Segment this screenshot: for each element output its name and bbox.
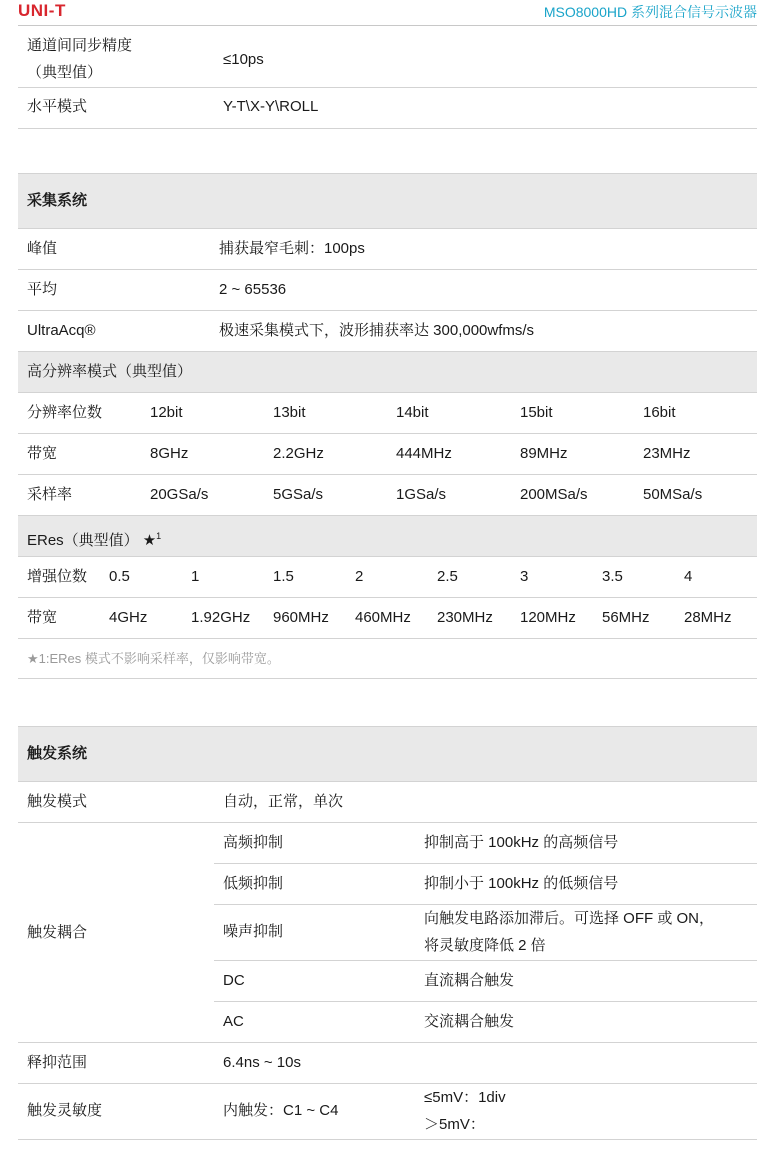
row-divider: [18, 678, 757, 679]
row-divider: [18, 128, 757, 129]
row-divider: [18, 515, 757, 516]
holdoff-label: 释抑范围: [27, 1054, 88, 1071]
hires-cell: 2.2GHz: [273, 445, 324, 462]
coupling-item-name: DC: [223, 972, 245, 989]
sensitivity-label: 触发灵敏度: [27, 1102, 103, 1119]
row-divider: [18, 638, 757, 639]
average-label: 平均: [27, 281, 58, 298]
eres-cell: 460MHz: [355, 609, 411, 626]
hires-cell: 15bit: [520, 404, 553, 421]
coupling-item-desc: 抑制高于 100kHz 的高频信号: [424, 834, 619, 851]
eres-cell: 120MHz: [520, 609, 576, 626]
row-divider: [18, 87, 757, 88]
row-divider: [18, 228, 757, 229]
hires-cell: 50MSa/s: [643, 486, 703, 503]
ultraacq-label: UltraAcq®: [27, 322, 96, 339]
trigger-coupling-label: 触发耦合: [27, 924, 88, 941]
horizontal-mode-value: Y-T\X-Y\ROLL: [223, 98, 319, 115]
sensitivity-value-low: ≤5mV：1div: [424, 1089, 506, 1106]
sensitivity-source: 内触发：C1 ~ C4: [223, 1102, 339, 1119]
coupling-item-desc: 交流耦合触发: [424, 1013, 515, 1030]
eres-cell: 2.5: [437, 568, 458, 585]
row-divider: [214, 904, 757, 905]
row-divider: [18, 556, 757, 557]
eres-cell: 28MHz: [684, 609, 732, 626]
hires-bandwidth-label: 带宽: [27, 445, 58, 462]
hires-cell: 14bit: [396, 404, 429, 421]
hires-cell: 8GHz: [150, 445, 189, 462]
section-top-border: [18, 173, 757, 174]
sync-accuracy-label: 通道间同步精度: [27, 37, 133, 54]
eres-title: [27, 526, 161, 551]
eres-footnote: ★1:ERes 模式不影响采样率，仅影响带宽。: [27, 651, 280, 666]
trigger-mode-value: 自动，正常，单次: [223, 793, 344, 810]
eres-cell: 56MHz: [602, 609, 650, 626]
hires-cell: 23MHz: [643, 445, 691, 462]
coupling-item-name: 低频抑制: [223, 875, 284, 892]
sync-accuracy-label-typical: （典型值）: [27, 64, 103, 81]
coupling-item-desc: 抑制小于 100kHz 的低频信号: [424, 875, 619, 892]
coupling-item-name: AC: [223, 1013, 244, 1030]
section-header-acquisition: [18, 174, 757, 228]
peak-value: 捕获最窄毛刺：100ps: [219, 240, 365, 257]
coupling-item-desc-line2: 将灵敏度降低 2 倍: [424, 937, 546, 954]
star-icon: ★: [142, 532, 157, 549]
sensitivity-value-high: ＞5mV：: [424, 1116, 485, 1133]
sync-accuracy-value: ≤10ps: [223, 51, 264, 68]
header-divider: [18, 25, 757, 26]
eres-cell: 0.5: [109, 568, 130, 585]
section-title-acquisition: 采集系统: [27, 192, 88, 209]
ultraacq-value: 极速采集模式下，波形捕获率达 300,000wfms/s: [219, 322, 535, 339]
hires-cell: 13bit: [273, 404, 306, 421]
footnote-marker: 1: [156, 531, 162, 541]
eres-bandwidth-label: 带宽: [27, 609, 58, 626]
row-divider: [18, 433, 757, 434]
row-divider: [18, 597, 757, 598]
eres-cell: 3.5: [602, 568, 623, 585]
section-header-trigger: [18, 727, 757, 781]
row-divider: [18, 269, 757, 270]
eres-cell: 2: [355, 568, 364, 585]
coupling-item-desc: 向触发电路添加滞后。可选择 OFF 或 ON，: [424, 910, 714, 927]
eres-bits-label: 增强位数: [27, 568, 88, 585]
eres-cell: 1: [191, 568, 200, 585]
row-divider: [18, 351, 757, 352]
row-divider: [18, 392, 757, 393]
hires-cell: 200MSa/s: [520, 486, 588, 503]
coupling-item-name: 高频抑制: [223, 834, 284, 851]
hires-cell: 20GSa/s: [150, 486, 209, 503]
horizontal-mode-label: 水平模式: [27, 98, 88, 115]
hires-cell: 5GSa/s: [273, 486, 324, 503]
row-divider: [18, 1139, 757, 1140]
average-value: 2 ~ 65536: [219, 281, 287, 298]
row-divider: [214, 960, 757, 961]
eres-title-text: ERes（典型值）: [27, 532, 139, 549]
eres-cell: 960MHz: [273, 609, 329, 626]
eres-cell: 230MHz: [437, 609, 493, 626]
coupling-item-desc: 直流耦合触发: [424, 972, 515, 989]
hires-cell: 444MHz: [396, 445, 452, 462]
hires-cell: 16bit: [643, 404, 676, 421]
row-divider: [18, 781, 757, 782]
row-divider: [18, 1083, 757, 1084]
eres-cell: 4GHz: [109, 609, 148, 626]
peak-label: 峰值: [27, 240, 58, 257]
brand-logo: UNI-T: [18, 1, 66, 20]
document-title: MSO8000HD 系列混合信号示波器: [543, 4, 757, 20]
hires-bits-label: 分辨率位数: [27, 404, 103, 421]
hires-cell: 12bit: [150, 404, 183, 421]
hires-samplerate-label: 采样率: [27, 486, 73, 503]
row-divider: [18, 822, 757, 823]
eres-cell: 4: [684, 568, 693, 585]
eres-cell: 1.92GHz: [191, 609, 251, 626]
eres-cell: 1.5: [273, 568, 294, 585]
row-divider: [18, 1042, 757, 1043]
row-divider: [18, 310, 757, 311]
trigger-mode-label: 触发模式: [27, 793, 88, 810]
holdoff-value: 6.4ns ~ 10s: [223, 1054, 301, 1071]
hires-title: 高分辨率模式（典型值）: [27, 363, 193, 380]
hires-cell: 89MHz: [520, 445, 568, 462]
coupling-item-name: 噪声抑制: [223, 923, 284, 940]
section-title-trigger: 触发系统: [27, 745, 88, 762]
row-divider: [18, 474, 757, 475]
eres-cell: 3: [520, 568, 529, 585]
section-top-border: [18, 726, 757, 727]
row-divider: [214, 1001, 757, 1002]
hires-cell: 1GSa/s: [396, 486, 447, 503]
row-divider: [214, 863, 757, 864]
